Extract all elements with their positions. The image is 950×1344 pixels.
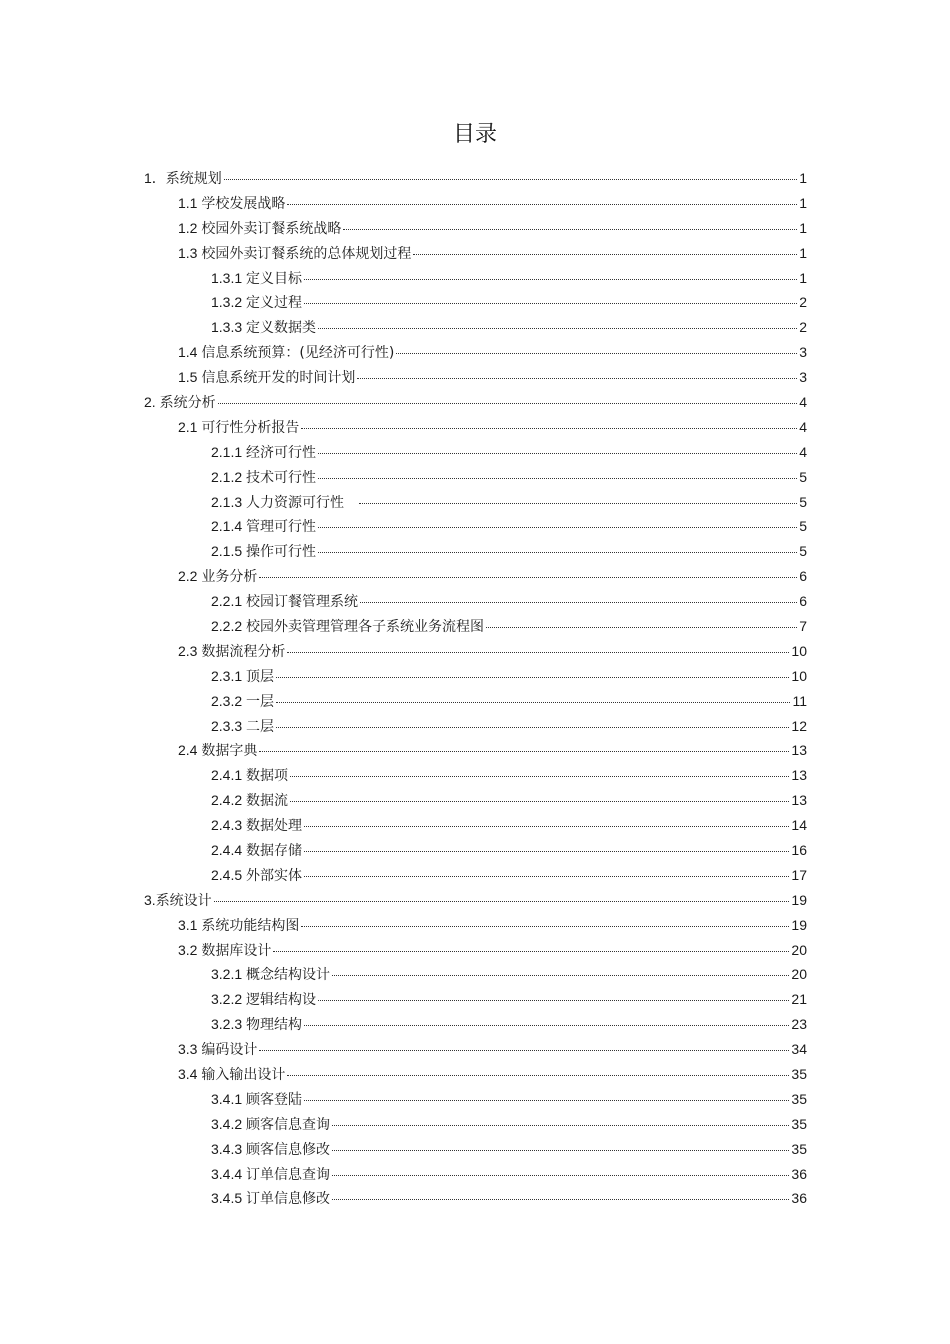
toc-entry-line: [211, 766, 950, 785]
toc-entry-page-number: 5: [799, 468, 807, 485]
toc-dot-leader: [318, 328, 797, 329]
toc-entry-line: [178, 418, 950, 437]
toc-entry-line: [211, 493, 950, 512]
toc-entry-title: 顾客登陆: [246, 1091, 303, 1108]
toc-entry[interactable]: [0, 1037, 950, 1062]
toc-entry-number: 2.2.2: [211, 617, 247, 634]
toc-entry[interactable]: [0, 1062, 950, 1087]
toc-entry-title: 操作可行性: [246, 544, 317, 561]
toc-dot-leader: [318, 1000, 789, 1001]
toc-entry-title: 输入输出设计: [201, 1067, 286, 1083]
toc-entry-line: [211, 692, 950, 711]
toc-entry[interactable]: [0, 166, 950, 191]
toc-entry-title: 系统功能结构图: [201, 917, 300, 934]
toc-entry-line: [178, 642, 950, 661]
toc-dot-leader: [218, 403, 798, 404]
toc-entry-page-number: 35: [791, 1115, 807, 1132]
toc-entry[interactable]: [0, 689, 950, 714]
toc-entry-line: [211, 1140, 950, 1159]
toc-dot-leader: [359, 503, 797, 504]
toc-entry-page-number: 5: [799, 543, 807, 560]
toc-entry-line: [144, 393, 950, 412]
toc-entry-title: 逻辑结构设: [246, 992, 317, 1009]
toc-entry-line: [211, 965, 950, 984]
toc-entry-page-number: 20: [791, 941, 807, 958]
toc-entry-title: 数据流程分析: [201, 643, 286, 660]
toc-entry[interactable]: [0, 1012, 950, 1037]
toc-entry-line: [211, 1165, 950, 1184]
toc-entry[interactable]: [0, 564, 950, 589]
toc-entry-line: [178, 244, 950, 263]
toc-entry-number: 1.4: [178, 344, 202, 361]
toc-dot-leader: [304, 876, 789, 877]
toc-entry[interactable]: [0, 589, 950, 614]
toc-entry-line: [211, 468, 950, 487]
toc-entry-number: 2.1: [178, 418, 202, 435]
toc-entry-page-number: 19: [791, 891, 807, 908]
toc-dot-leader: [357, 378, 797, 379]
toc-entry-line: [211, 1115, 950, 1134]
toc-entry-number: 2.3.2: [211, 692, 247, 709]
toc-entry-title: 定义过程: [246, 295, 303, 312]
toc-entry-title: 定义数据类: [246, 320, 317, 337]
toc-entry-number: 3.4.4: [211, 1165, 247, 1182]
toc-dot-leader: [360, 602, 797, 603]
toc-entry[interactable]: [0, 340, 950, 365]
toc-entry-title: 编码设计: [201, 1042, 258, 1059]
toc-dot-leader: [301, 926, 789, 927]
toc-entry[interactable]: [0, 863, 950, 888]
toc-entry-line: [211, 592, 950, 611]
toc-entry-line: [178, 194, 950, 213]
toc-entry[interactable]: [0, 913, 950, 938]
toc-entry-line: [211, 1090, 950, 1109]
toc-entry-line: [211, 841, 950, 860]
toc-entry-line: [178, 343, 950, 362]
toc-dot-leader: [304, 279, 797, 280]
toc-entry-page-number: 36: [791, 1190, 807, 1207]
toc-entry-line: [144, 891, 950, 910]
toc-dot-leader: [276, 702, 790, 703]
toc-entry-page-number: 35: [791, 1140, 807, 1157]
toc-entry-title: 管理可行性: [246, 519, 317, 536]
table-of-contents: [0, 166, 950, 1211]
toc-entry-title: 数据处理: [246, 818, 303, 835]
toc-entry-page-number: 2: [799, 319, 807, 336]
toc-dot-leader: [304, 851, 789, 852]
toc-entry-line: [178, 741, 950, 760]
toc-entry-title: 订单信息查询: [246, 1166, 331, 1183]
toc-entry[interactable]: [0, 888, 950, 913]
toc-entry-title: 概念结构设计: [246, 967, 331, 984]
toc-entry-title: 顾客信息修改: [246, 1141, 331, 1158]
toc-entry-number: 1.2: [178, 219, 202, 236]
toc-entry[interactable]: [0, 315, 950, 340]
toc-entry-line: [144, 169, 950, 188]
toc-entry-title: 数据项: [246, 768, 289, 785]
toc-entry-page-number: 5: [799, 518, 807, 535]
toc-entry[interactable]: [0, 290, 950, 315]
toc-entry-title: 业务分析: [201, 569, 258, 586]
toc-entry-number: 3.4.5: [211, 1190, 247, 1207]
toc-entry-number: 3.1: [178, 916, 202, 933]
toc-entry-line: [211, 667, 950, 686]
toc-entry-number: 3.2.2: [211, 991, 247, 1008]
toc-entry-line: [178, 916, 950, 935]
toc-entry-line: [211, 791, 950, 810]
toc-dot-leader: [290, 776, 789, 777]
toc-entry-title: 信息系统预算：(见经济可行性): [201, 345, 395, 362]
toc-entry[interactable]: [0, 738, 950, 763]
toc-entry[interactable]: [0, 415, 950, 440]
toc-entry[interactable]: [0, 440, 950, 465]
toc-entry-title: 技术可行性: [246, 469, 317, 486]
toc-dot-leader: [287, 204, 797, 205]
toc-entry-line: [211, 293, 950, 312]
toc-entry[interactable]: [0, 763, 950, 788]
toc-entry-page-number: 13: [791, 767, 807, 784]
toc-dot-leader: [214, 901, 790, 902]
toc-entry-page-number: 10: [791, 667, 807, 684]
toc-entry-number: 2.1.4: [211, 518, 247, 535]
toc-entry-number: 3.4.2: [211, 1115, 247, 1132]
toc-entry-line: [211, 617, 950, 636]
toc-entry-number: 3.4: [178, 1066, 202, 1082]
toc-entry[interactable]: [0, 938, 950, 963]
toc-entry[interactable]: [0, 1162, 950, 1187]
toc-entry-number: 1．: [144, 169, 166, 186]
toc-entry-page-number: 17: [791, 866, 807, 883]
toc-entry-number: 2.1.1: [211, 443, 247, 460]
toc-dot-leader: [318, 453, 797, 454]
toc-entry-page-number: 11: [792, 692, 807, 709]
toc-dot-leader: [224, 179, 797, 180]
toc-entry-page-number: 10: [791, 642, 807, 659]
toc-dot-leader: [332, 1125, 789, 1126]
toc-entry-number: 1.5: [178, 369, 202, 386]
toc-entry[interactable]: [0, 216, 950, 241]
toc-entry-title: 数据流: [246, 793, 289, 810]
toc-entry-number: 2.4.1: [211, 767, 247, 784]
toc-dot-leader: [332, 1175, 789, 1176]
toc-entry-page-number: 21: [791, 991, 807, 1008]
toc-entry-line: [178, 368, 950, 387]
toc-entry-title: 校园外卖订餐系统的总体规划过程: [201, 245, 412, 262]
toc-entry-page-number: 12: [791, 717, 807, 734]
toc-entry-title: 物理结构: [246, 1017, 303, 1034]
toc-entry-page-number: 14: [791, 817, 807, 834]
toc-entry-line: [211, 866, 950, 885]
toc-entry-page-number: 35: [791, 1090, 807, 1107]
toc-dot-leader: [287, 652, 789, 653]
toc-entry-page-number: 3: [799, 369, 807, 386]
toc-entry-line: [178, 219, 950, 238]
toc-entry-number: 2.4.5: [211, 866, 247, 883]
toc-entry[interactable]: [0, 639, 950, 664]
toc-entry-line: [211, 990, 950, 1009]
toc-entry[interactable]: [0, 963, 950, 988]
toc-entry-line: [211, 517, 950, 536]
toc-entry[interactable]: [0, 465, 950, 490]
toc-dot-leader: [304, 303, 797, 304]
toc-entry-page-number: 3: [799, 344, 807, 361]
toc-entry-page-number: 1: [799, 269, 807, 286]
toc-entry[interactable]: [0, 714, 950, 739]
toc-entry[interactable]: [0, 266, 950, 291]
toc-entry-number: 3.: [144, 891, 156, 908]
toc-entry-number: 3.2.1: [211, 966, 247, 983]
toc-entry-number: 2.: [144, 393, 160, 410]
toc-entry-page-number: 7: [799, 617, 807, 634]
toc-entry-title: 数据库设计: [201, 942, 272, 959]
toc-entry-title: 顾客信息查询: [246, 1116, 331, 1133]
toc-dot-leader: [318, 552, 797, 553]
toc-entry-title: 校园外卖管理管理各子系统业务流程图: [246, 618, 485, 635]
toc-dot-leader: [259, 577, 797, 578]
toc-dot-leader: [276, 677, 789, 678]
toc-entry-page-number: 13: [791, 792, 807, 809]
toc-entry-number: 2.4.3: [211, 817, 247, 834]
toc-entry-page-number: 1: [799, 169, 807, 186]
toc-entry-line: [211, 443, 950, 462]
page-title: 目录: [452, 122, 497, 147]
toc-entry-title: 数据字典: [201, 743, 258, 760]
toc-entry-page-number: 4: [799, 443, 807, 460]
toc-entry-number: 2.4: [178, 742, 202, 759]
toc-entry-title: 人力资源可行性: [246, 494, 358, 511]
toc-entry-page-number: 1: [799, 219, 807, 236]
toc-entry[interactable]: [0, 1087, 950, 1112]
toc-entry-number: 2.3.3: [211, 717, 247, 734]
toc-entry-line: [178, 941, 950, 960]
toc-entry-number: 2.4.2: [211, 792, 247, 809]
toc-entry-number: 3.3: [178, 1041, 202, 1058]
toc-dot-leader: [396, 353, 797, 354]
toc-dot-leader: [318, 478, 797, 479]
toc-entry-title: 一层: [246, 693, 275, 710]
toc-entry-number: 3.4.1: [211, 1090, 247, 1107]
toc-entry-line: [211, 717, 950, 736]
toc-dot-leader: [304, 826, 789, 827]
toc-dot-leader: [259, 1050, 789, 1051]
toc-entry-number: 3.4.3: [211, 1140, 247, 1157]
toc-entry[interactable]: [0, 614, 950, 639]
toc-entry-page-number: 36: [791, 1165, 807, 1182]
toc-dot-leader: [287, 1075, 789, 1076]
toc-entry-line: [211, 269, 950, 288]
toc-entry-page-number: 34: [791, 1041, 807, 1058]
toc-entry-page-number: 35: [791, 1066, 807, 1082]
toc-dot-leader: [332, 1199, 789, 1200]
toc-entry-page-number: 16: [791, 841, 807, 858]
toc-entry-title: 校园外卖订餐系统战略: [201, 220, 342, 237]
toc-entry-title: 系统设计: [155, 892, 212, 909]
toc-dot-leader: [276, 727, 789, 728]
toc-entry-page-number: 6: [799, 568, 807, 585]
toc-entry-number: 2.3.1: [211, 667, 247, 684]
toc-entry[interactable]: [0, 1187, 950, 1212]
toc-entry[interactable]: [0, 390, 950, 415]
toc-entry-line: [178, 1040, 950, 1059]
toc-dot-leader: [290, 801, 789, 802]
toc-entry-title: 外部实体: [246, 867, 303, 884]
toc-entry-line: [211, 542, 950, 561]
toc-dot-leader: [486, 627, 797, 628]
toc-entry-page-number: 4: [799, 418, 807, 435]
toc-entry-title: 经济可行性: [246, 444, 317, 461]
toc-dot-leader: [304, 1100, 789, 1101]
toc-entry-title: 学校发展战略: [201, 195, 286, 212]
toc-entry-line: [211, 1189, 950, 1208]
toc-entry-page-number: 1: [799, 194, 807, 211]
toc-entry-line: [178, 567, 950, 586]
toc-entry[interactable]: [0, 838, 950, 863]
toc-entry-number: 1.1: [178, 194, 202, 211]
toc-dot-leader: [413, 254, 797, 255]
toc-entry-page-number: 20: [791, 966, 807, 983]
toc-dot-leader: [332, 1150, 789, 1151]
toc-entry-number: 1.3.2: [211, 294, 247, 311]
toc-entry-number: 2.3: [178, 642, 202, 659]
toc-entry-page-number: 1: [799, 244, 807, 261]
toc-entry-title: 二层: [246, 718, 275, 735]
toc-dot-leader: [304, 1025, 789, 1026]
toc-entry-number: 1.3: [178, 244, 202, 261]
toc-entry[interactable]: [0, 813, 950, 838]
toc-entry-number: 1.3.1: [211, 269, 247, 286]
toc-entry-title: 订单信息修改: [246, 1191, 331, 1208]
toc-entry[interactable]: [0, 191, 950, 216]
toc-entry-title: 系统规划: [165, 170, 222, 187]
toc-entry-number: 2.1.2: [211, 468, 247, 485]
toc-dot-leader: [301, 428, 797, 429]
toc-entry-line: [211, 816, 950, 835]
toc-entry-number: 2.4.4: [211, 841, 247, 858]
toc-entry-page-number: 5: [799, 493, 807, 510]
toc-entry-number: 2.1.5: [211, 543, 247, 560]
toc-entry-title: 定义目标: [246, 270, 303, 287]
toc-entry-number: 1.3.3: [211, 319, 247, 336]
toc-entry-page-number: 2: [799, 294, 807, 311]
toc-entry[interactable]: [0, 490, 950, 515]
toc-entry-number: 2.2: [178, 568, 202, 585]
toc-entry-page-number: 19: [791, 916, 807, 933]
toc-dot-leader: [318, 527, 797, 528]
toc-entry-page-number: 6: [799, 593, 807, 610]
toc-dot-leader: [273, 951, 789, 952]
toc-entry-title: 数据存储: [246, 842, 303, 859]
toc-entry-page-number: 13: [791, 742, 807, 759]
toc-entry[interactable]: [0, 788, 950, 813]
toc-entry[interactable]: [0, 241, 950, 266]
toc-entry-number: 3.2.3: [211, 1016, 247, 1033]
toc-entry[interactable]: [0, 514, 950, 539]
toc-entry-line: [178, 1065, 950, 1084]
toc-entry-line: [211, 318, 950, 337]
toc-entry-title: 顶层: [246, 668, 275, 685]
toc-entry-number: 2.2.1: [211, 593, 247, 610]
toc-entry[interactable]: [0, 664, 950, 689]
toc-dot-leader: [259, 751, 789, 752]
toc-entry-title: 可行性分析报告: [201, 419, 300, 436]
toc-entry[interactable]: [0, 1137, 950, 1162]
toc-entry-title: 信息系统开发的时间计划: [201, 370, 356, 387]
toc-entry-title: 系统分析: [159, 394, 216, 411]
toc-entry[interactable]: [0, 365, 950, 390]
toc-entry-line: [211, 1015, 950, 1034]
toc-entry-title: 校园订餐管理系统: [246, 594, 359, 611]
toc-entry[interactable]: [0, 539, 950, 564]
toc-entry-number: 2.1.3: [211, 493, 247, 510]
toc-dot-leader: [332, 975, 789, 976]
toc-entry[interactable]: [0, 1112, 950, 1137]
toc-entry[interactable]: [0, 987, 950, 1012]
toc-entry-page-number: 23: [791, 1016, 807, 1033]
toc-entry-number: 3.2: [178, 941, 202, 958]
toc-dot-leader: [343, 229, 797, 230]
toc-entry-page-number: 4: [799, 393, 807, 410]
